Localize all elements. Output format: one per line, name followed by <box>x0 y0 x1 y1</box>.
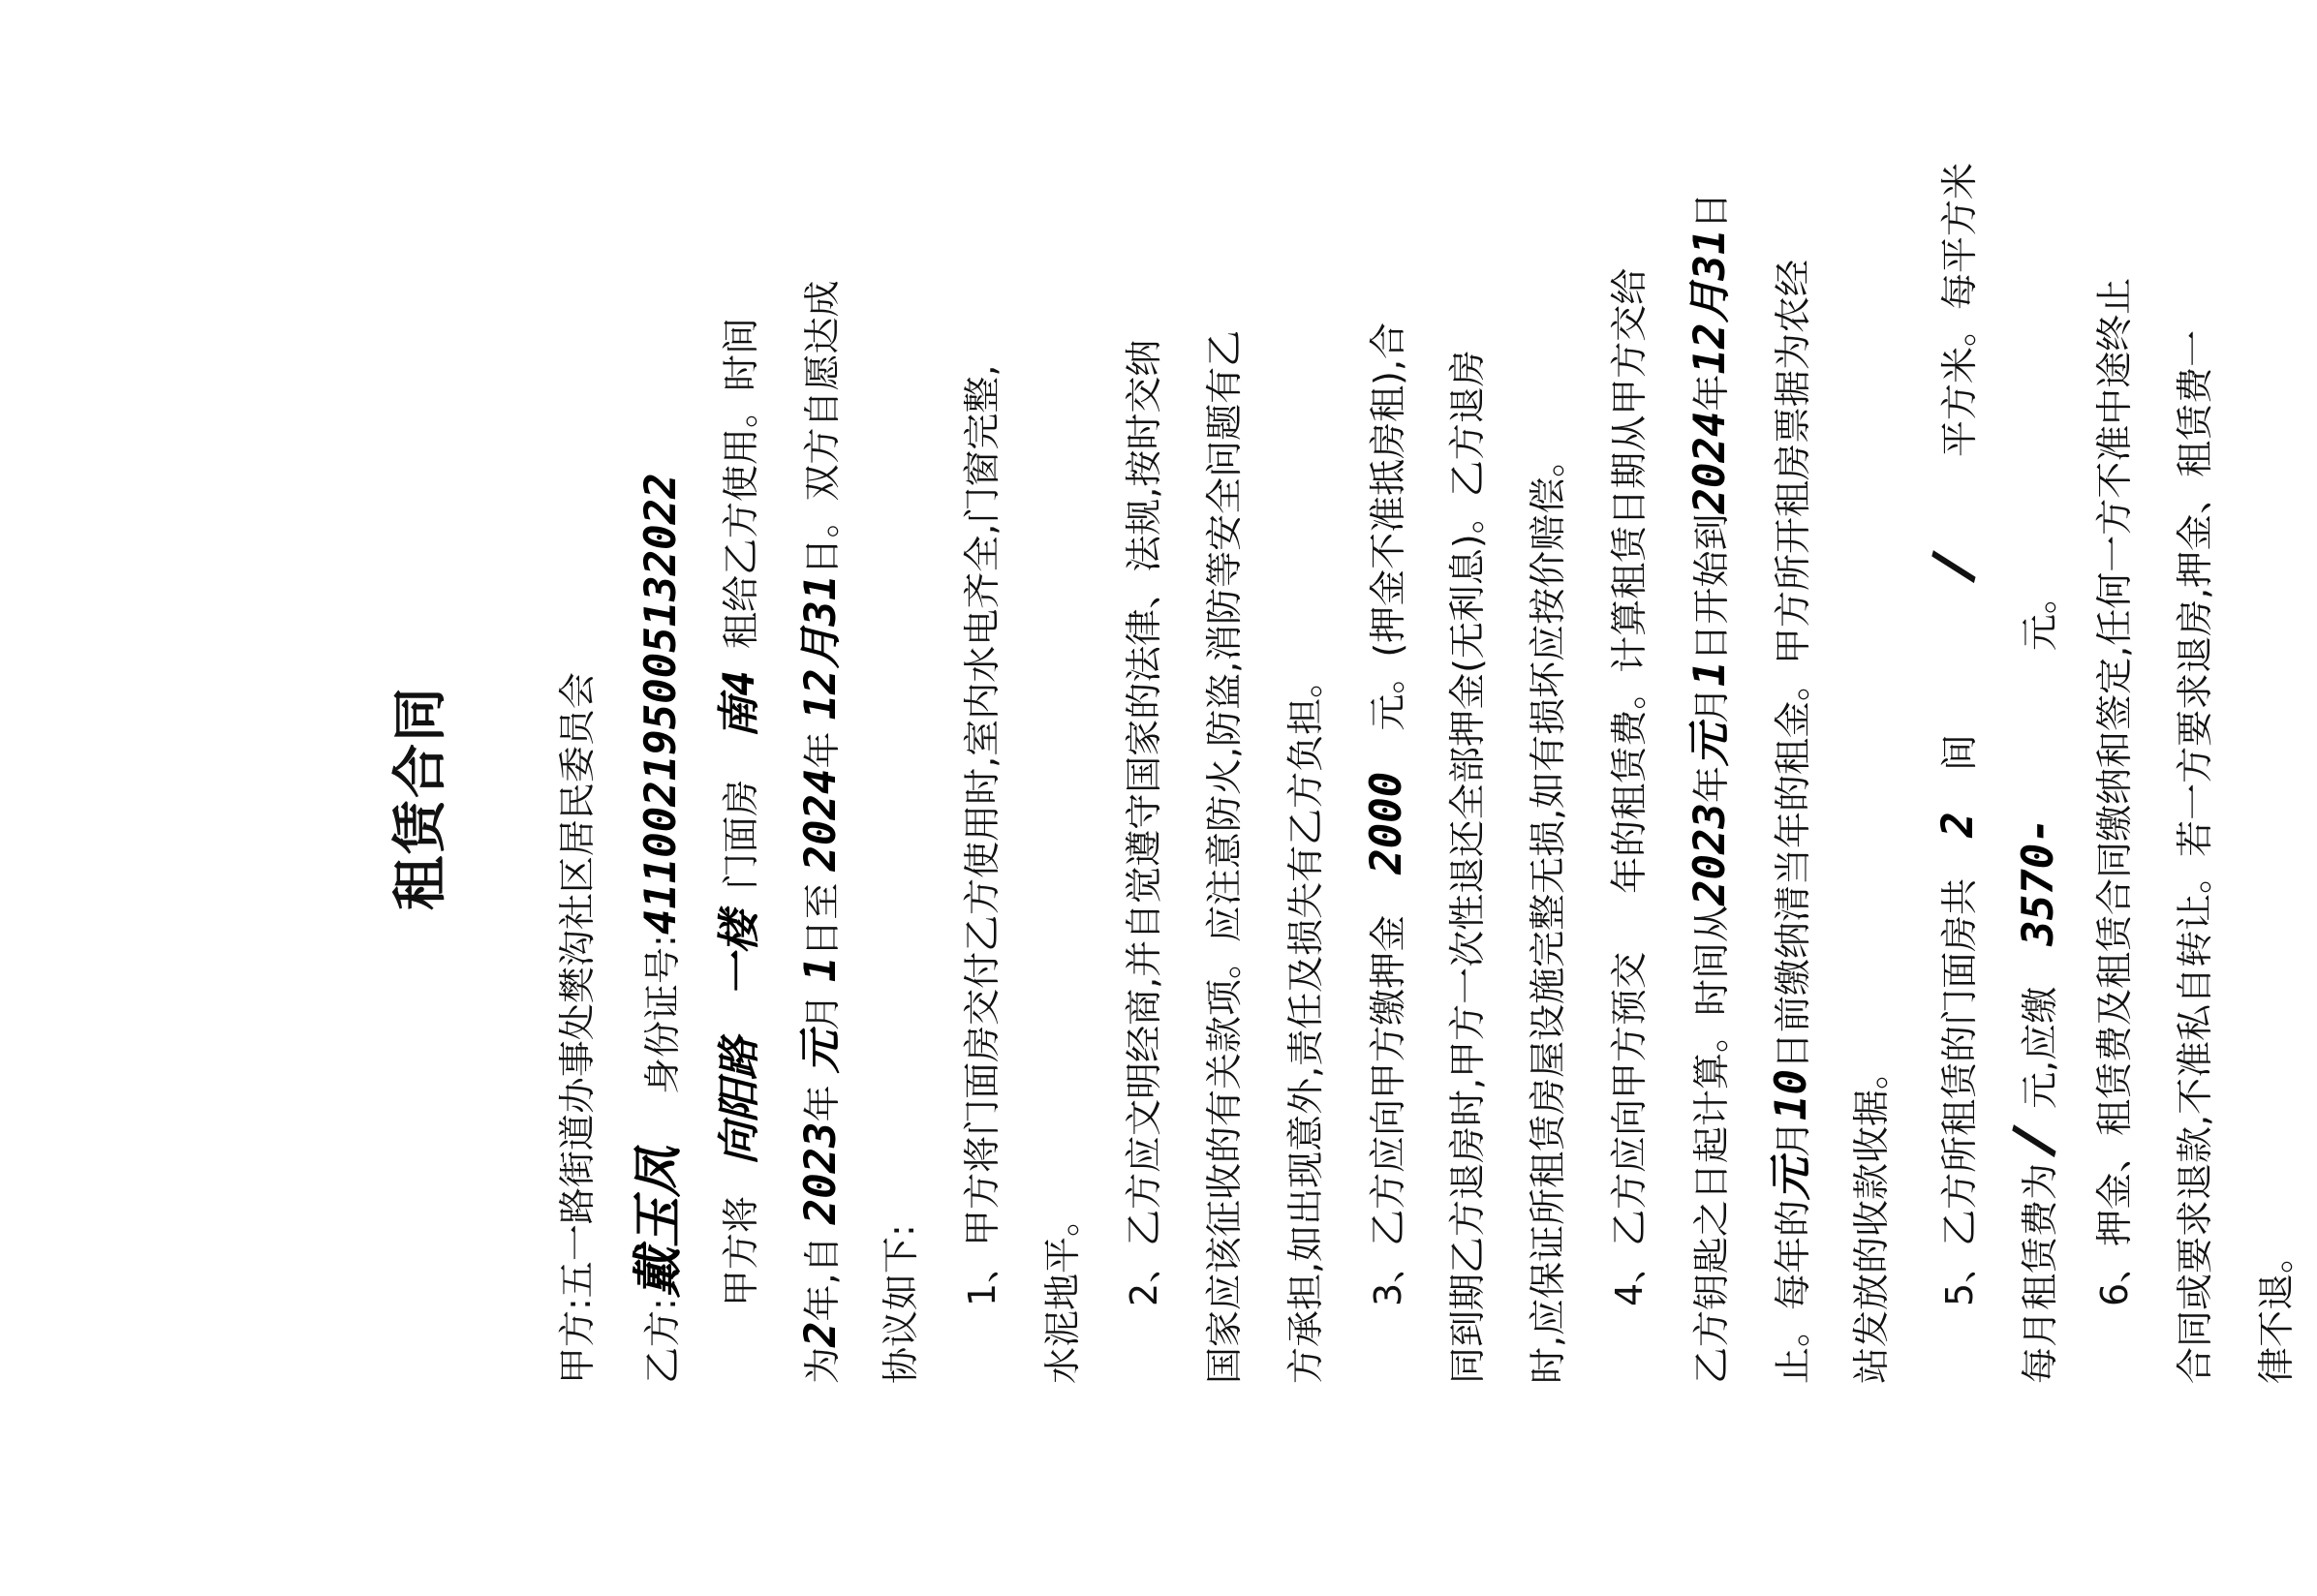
lease-object-line <box>699 202 781 1384</box>
lease-period-line <box>781 202 862 1384</box>
payment-day: 10 <box>1766 1068 1816 1120</box>
clause-1-line-1: 1、甲方将门面房交付乙方使用时,室内水电齐全,门窗完整, <box>960 364 1004 1306</box>
text-segment: 甲方将 <box>720 1195 762 1306</box>
text-segment: 3、乙方应向甲方缴押金 <box>1367 914 1409 1306</box>
party-a-line <box>538 202 619 1384</box>
text-segment: 止。每年的 <box>1771 1199 1814 1384</box>
party-a-name: 五一路街道办事处樊沟社区居民委员会 <box>556 672 599 1299</box>
text-segment: 每月租赁费为 <box>2019 1162 2061 1384</box>
text-segment: 5、乙方所租赁的门面房共 <box>1937 877 1981 1306</box>
clause-2-line-1: 2、乙方应文明经商,并自觉遵守国家的法律、法规,按时交纳 <box>1122 339 1165 1306</box>
party-b-name: 戴玉凤 <box>629 1147 688 1299</box>
payment-month: 元 <box>1766 1156 1816 1200</box>
text-segment: 乙方钥匙之日起计算。时间从 <box>1690 905 1733 1384</box>
period-start-year: 2023 <box>1685 803 1735 905</box>
party-a-label: 甲方: <box>556 1298 599 1384</box>
end-year: 2024 <box>795 768 846 872</box>
text-segment: 元。(押金不准抵房租),合 <box>1367 322 1409 731</box>
clause-3-line-1 <box>1346 202 1428 1384</box>
clause-4-line-4: 站发放的收款收据。 <box>1850 1052 1893 1384</box>
start-month: 元 <box>795 1030 846 1074</box>
clause-1-line-2: 水泥地平。 <box>1041 1199 1084 1384</box>
clause-4-line-1 <box>1590 202 1671 1384</box>
rate-blank-mark: / <box>1997 1121 2069 1160</box>
text-segment: 月 <box>1771 1120 1814 1157</box>
text-segment: 年的租赁费。计算租赁日期从甲方交给 <box>1607 267 1651 894</box>
clause-6-line-3: 律不退。 <box>2254 1236 2298 1384</box>
document-title: 租赁合同 <box>389 686 452 910</box>
start-year: 2023 <box>795 1121 846 1225</box>
start-day: 1 <box>795 956 846 983</box>
contract-body <box>538 162 2317 1384</box>
party-b-line <box>619 202 700 1384</box>
text-segment: 平方米。每平方米 <box>1937 162 1981 457</box>
id-label: 身份证号: <box>640 935 684 1094</box>
text-segment: 日前缴纳清当年的租金。甲方所开租房票据为农经 <box>1771 259 1814 1069</box>
text-segment: 门面房 <box>720 779 762 890</box>
total-amount: 3570- <box>2014 817 2063 946</box>
text-segment: 日 <box>1690 192 1733 230</box>
text-segment: 间 <box>1937 734 1981 772</box>
text-segment: 租给乙方使用。时间 <box>720 317 762 649</box>
clause-6-line-2: 合同或要求退款,不准私自转让。若一方要求退房,押金、租赁费一 <box>2174 329 2216 1384</box>
text-segment: 年 <box>1690 374 1733 412</box>
area-blank-mark: / <box>1916 547 1989 586</box>
period-start-day: 1 <box>1685 660 1735 687</box>
room-number: 南4 <box>715 670 764 739</box>
party-b-label: 乙方: <box>640 1298 684 1384</box>
text-segment: 4、乙方应向甲方预交 <box>1607 951 1651 1306</box>
clause-3-line-2: 同到期乙方退房时,甲方一次性退还全部押金(无利息)。乙方退房 <box>1445 350 1489 1384</box>
lease-years: 2 <box>795 1321 846 1347</box>
clause-2-line-3: 方承担,如出现意外,责任及损失有乙方负担。 <box>1283 660 1327 1384</box>
road-name: 向阳路 <box>715 1036 764 1165</box>
text-segment: 日。双方自愿达成 <box>800 280 844 575</box>
text-segment: 日开始到 <box>1690 513 1733 661</box>
deposit-amount: 2000 <box>1362 771 1411 875</box>
text-segment: 元。 <box>2019 577 2061 652</box>
period-end-month-day: 12月31 <box>1685 229 1735 375</box>
clause-4-line-3 <box>1751 202 1833 1384</box>
text-segment: 年 <box>800 731 844 769</box>
period-start-month: 元 <box>1685 723 1735 766</box>
room-count: 2 <box>1932 812 1983 838</box>
text-segment: 日至 <box>800 882 844 957</box>
text-segment: 月 <box>1690 686 1733 723</box>
text-segment: 为 <box>800 1346 844 1384</box>
clause-5-line-1 <box>1913 162 1994 1384</box>
end-month-day: 12月31 <box>795 574 846 721</box>
period-end-year: 2024 <box>1685 411 1735 514</box>
text-segment: 月 <box>800 994 844 1031</box>
clause-5-line-2 <box>1993 202 2075 1384</box>
id-number: 411002195005132022 <box>635 473 686 936</box>
clause-3-line-3: 时,应保证所租赁房屋设施完整无损,如有损坏应按价赔偿。 <box>1527 440 1569 1384</box>
agreement-intro: 协议如下: <box>880 1224 922 1384</box>
text-segment: 年 <box>1690 766 1733 804</box>
floor: 一楼 <box>715 910 764 997</box>
clause-4-line-2 <box>1670 192 1751 1384</box>
clause-6-line-1: 6、押金、租赁费及租赁合同缴纳和签定,任何一方不准中途终止 <box>2092 277 2136 1306</box>
text-segment: 年,自 <box>800 1236 844 1322</box>
rotated-contract-sheet <box>218 162 2298 1427</box>
text-segment: 年 <box>800 1085 844 1122</box>
text-segment: 元,应缴 <box>2019 986 2061 1109</box>
clause-2-line-2: 国家应该征收的有关款项。应注意防火,防盗,消防等安全问题有乙 <box>1203 329 1246 1384</box>
